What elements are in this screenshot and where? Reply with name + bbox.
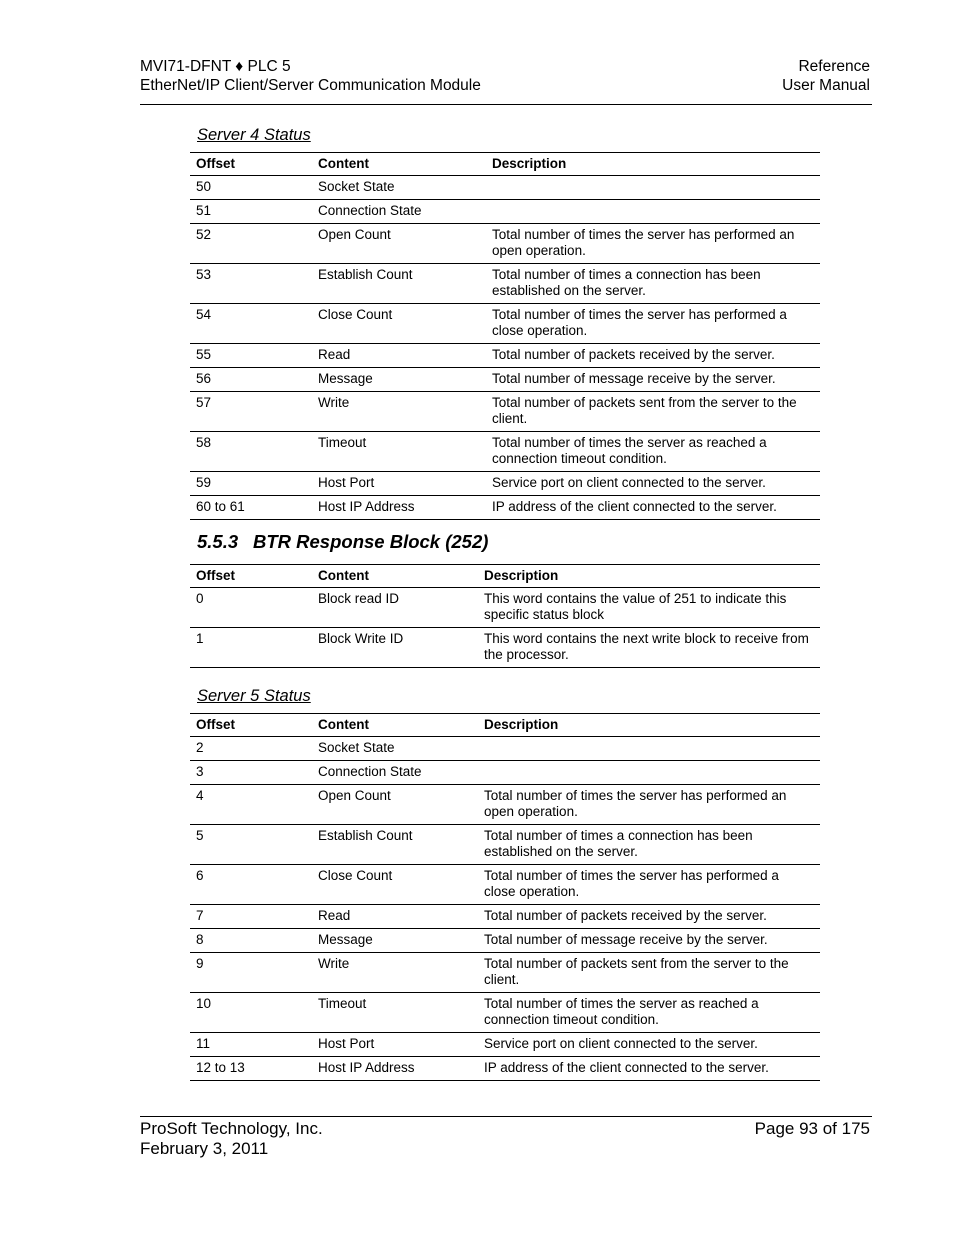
content-cell: Timeout — [312, 993, 478, 1033]
table-header-row — [190, 153, 820, 176]
server5-table — [190, 713, 820, 1081]
content-cell: Connection State — [312, 761, 478, 785]
table-row — [190, 472, 820, 496]
description-cell: Total number of times the server as reached a connection timeout condition. — [478, 993, 820, 1033]
offset-cell: 51 — [190, 200, 312, 224]
table-row — [190, 737, 820, 761]
content-cell: Write — [312, 953, 478, 993]
section-label: Reference — [798, 58, 870, 75]
column-header-description: Description — [478, 714, 820, 737]
column-header-content: Content — [312, 714, 478, 737]
content-cell: Socket State — [312, 176, 486, 200]
server4-caption: Server 4 Status — [197, 126, 311, 144]
offset-cell: 53 — [190, 264, 312, 304]
offset-cell: 11 — [190, 1033, 312, 1057]
table-header-row — [190, 714, 820, 737]
table-row — [190, 496, 820, 520]
offset-cell: 8 — [190, 929, 312, 953]
description-cell: Total number of packets received by the server. — [478, 905, 820, 929]
offset-cell: 58 — [190, 432, 312, 472]
content-cell: Open Count — [312, 224, 486, 264]
offset-cell: 4 — [190, 785, 312, 825]
offset-cell: 55 — [190, 344, 312, 368]
section-title: BTR Response Block (252) — [253, 531, 489, 552]
content-cell: Host IP Address — [312, 496, 486, 520]
content-cell: Socket State — [312, 737, 478, 761]
column-header-description: Description — [478, 565, 820, 588]
description-cell: Total number of message receive by the server. — [478, 929, 820, 953]
column-header-offset: Offset — [190, 565, 312, 588]
btr-response-table — [190, 564, 820, 668]
offset-cell: 54 — [190, 304, 312, 344]
page-header-right — [782, 57, 870, 95]
description-cell: Total number of times a connection has been established on the server. — [486, 264, 820, 304]
content-cell: Timeout — [312, 432, 486, 472]
table-row — [190, 224, 820, 264]
description-cell: Service port on client connected to the server. — [478, 1033, 820, 1057]
table-row — [190, 761, 820, 785]
table-row — [190, 825, 820, 865]
offset-cell: 1 — [190, 628, 312, 668]
content-cell: Write — [312, 392, 486, 432]
table-row — [190, 628, 820, 668]
table-row — [190, 929, 820, 953]
table-row — [190, 368, 820, 392]
content-cell: Establish Count — [312, 264, 486, 304]
offset-cell: 5 — [190, 825, 312, 865]
offset-cell: 0 — [190, 588, 312, 628]
description-cell: Service port on client connected to the server. — [486, 472, 820, 496]
table-row — [190, 785, 820, 825]
content-cell: Message — [312, 929, 478, 953]
description-cell: IP address of the client connected to the server. — [478, 1057, 820, 1081]
offset-cell: 50 — [190, 176, 312, 200]
page-header-left — [140, 57, 481, 95]
table-row — [190, 264, 820, 304]
offset-cell: 60 to 61 — [190, 496, 312, 520]
description-cell — [478, 761, 820, 785]
description-cell: Total number of packets sent from the server to the client. — [486, 392, 820, 432]
section-number: 5.5.3 — [197, 531, 239, 552]
offset-cell: 7 — [190, 905, 312, 929]
content-cell: Block Write ID — [312, 628, 478, 668]
page-number: Page 93 of 175 — [754, 1119, 870, 1138]
description-cell: This word contains the next write block to receive from the processor. — [478, 628, 820, 668]
table-row — [190, 865, 820, 905]
content-cell: Close Count — [312, 304, 486, 344]
product-title: MVI71-DFNT ♦ PLC 5 — [140, 58, 291, 75]
content-cell: Open Count — [312, 785, 478, 825]
description-cell — [486, 176, 820, 200]
column-header-description: Description — [486, 153, 820, 176]
offset-cell: 52 — [190, 224, 312, 264]
table-row — [190, 1033, 820, 1057]
offset-cell: 59 — [190, 472, 312, 496]
offset-cell: 10 — [190, 993, 312, 1033]
table-row — [190, 432, 820, 472]
content-cell: Host IP Address — [312, 1057, 478, 1081]
description-cell: IP address of the client connected to the server. — [486, 496, 820, 520]
description-cell: Total number of times the server has performed a close operation. — [478, 865, 820, 905]
description-cell: Total number of times the server has performed an open operation. — [478, 785, 820, 825]
column-header-content: Content — [312, 153, 486, 176]
content-cell: Message — [312, 368, 486, 392]
server4-table — [190, 152, 820, 520]
table-row — [190, 1057, 820, 1081]
table-row — [190, 176, 820, 200]
table-row — [190, 905, 820, 929]
manual-label: User Manual — [782, 77, 870, 94]
description-cell — [486, 200, 820, 224]
content-cell: Establish Count — [312, 825, 478, 865]
description-cell: Total number of packets sent from the server to the client. — [478, 953, 820, 993]
content-cell: Block read ID — [312, 588, 478, 628]
description-cell: Total number of times the server has performed an open operation. — [486, 224, 820, 264]
header-divider — [140, 104, 872, 105]
description-cell: This word contains the value of 251 to indicate this specific status block — [478, 588, 820, 628]
content-cell: Read — [312, 344, 486, 368]
description-cell — [478, 737, 820, 761]
description-cell: Total number of packets received by the server. — [486, 344, 820, 368]
offset-cell: 12 to 13 — [190, 1057, 312, 1081]
table-row — [190, 304, 820, 344]
column-header-offset: Offset — [190, 153, 312, 176]
content-cell: Read — [312, 905, 478, 929]
table-row — [190, 953, 820, 993]
description-cell: Total number of times the server has performed a close operation. — [486, 304, 820, 344]
table-row — [190, 588, 820, 628]
content-cell: Close Count — [312, 865, 478, 905]
table-row — [190, 344, 820, 368]
publication-date: February 3, 2011 — [140, 1139, 269, 1158]
description-cell: Total number of times a connection has been established on the server. — [478, 825, 820, 865]
footer-divider — [140, 1116, 872, 1117]
table-row — [190, 993, 820, 1033]
content-cell: Host Port — [312, 472, 486, 496]
table-row — [190, 392, 820, 432]
column-header-content: Content — [312, 565, 478, 588]
offset-cell: 3 — [190, 761, 312, 785]
content-cell: Connection State — [312, 200, 486, 224]
offset-cell: 2 — [190, 737, 312, 761]
offset-cell: 9 — [190, 953, 312, 993]
column-header-offset: Offset — [190, 714, 312, 737]
offset-cell: 57 — [190, 392, 312, 432]
description-cell: Total number of message receive by the server. — [486, 368, 820, 392]
description-cell: Total number of times the server as reached a connection timeout condition. — [486, 432, 820, 472]
company-name: ProSoft Technology, Inc. — [140, 1119, 323, 1138]
page-footer-left — [140, 1119, 323, 1159]
server5-caption: Server 5 Status — [197, 687, 311, 705]
offset-cell: 6 — [190, 865, 312, 905]
product-subtitle: EtherNet/IP Client/Server Communication Module — [140, 77, 481, 94]
section-heading — [197, 531, 488, 553]
table-row — [190, 200, 820, 224]
offset-cell: 56 — [190, 368, 312, 392]
table-header-row — [190, 565, 820, 588]
content-cell: Host Port — [312, 1033, 478, 1057]
